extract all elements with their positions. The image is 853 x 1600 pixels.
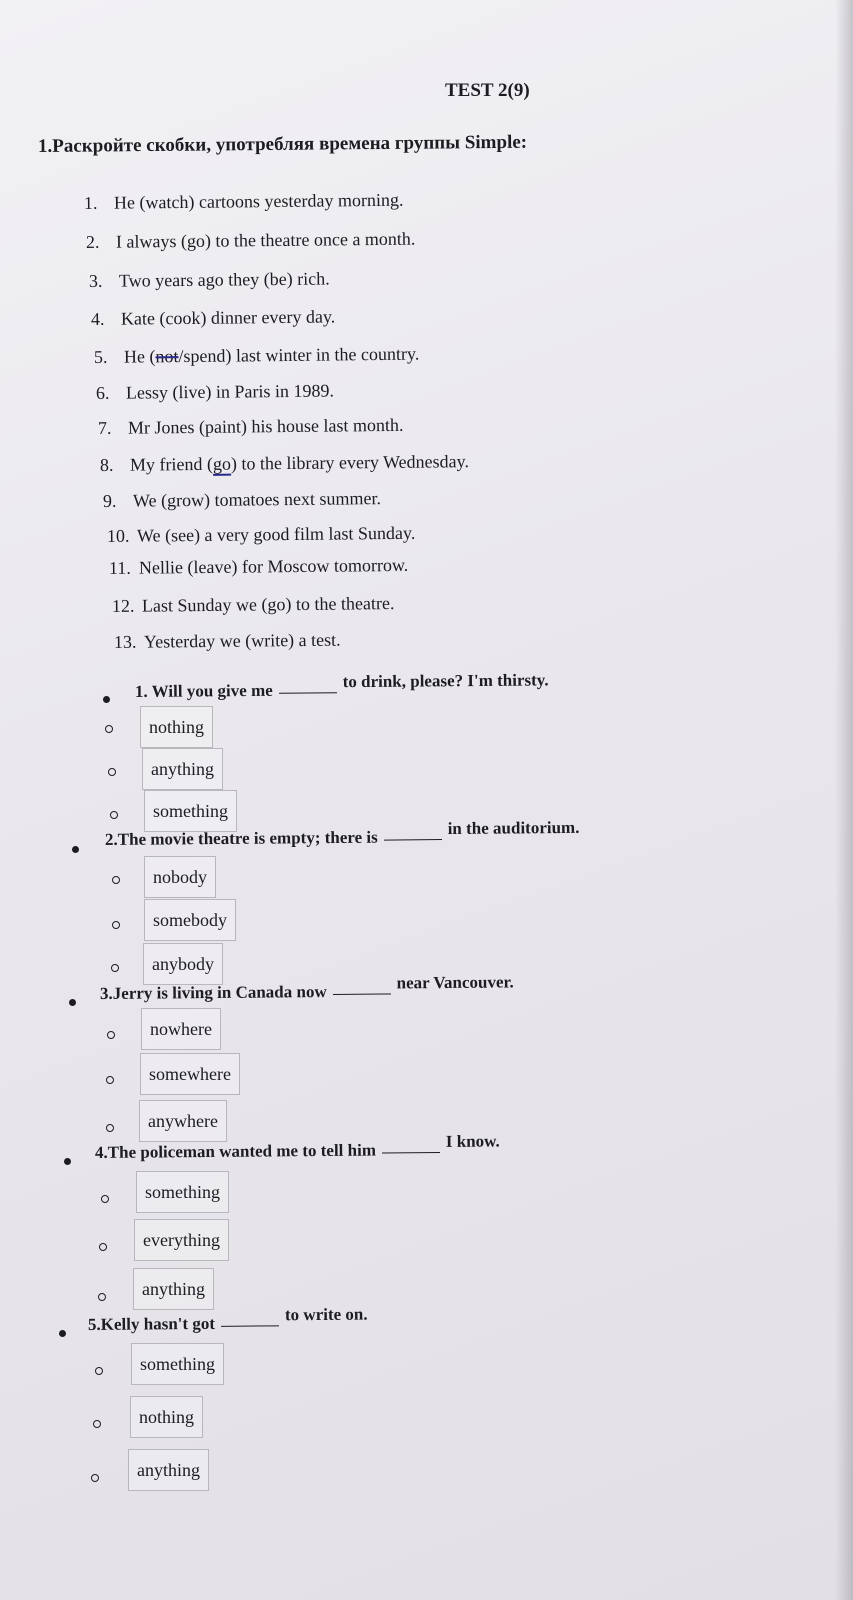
option-box[interactable]: nothing	[130, 1396, 203, 1438]
question-bullet-icon	[69, 999, 76, 1006]
radio-circle-icon[interactable]	[107, 1031, 115, 1039]
radio-circle-icon[interactable]	[95, 1367, 103, 1375]
answer-blank	[384, 839, 442, 841]
test-title: TEST 2(9)	[445, 80, 530, 101]
question-bullet-icon	[103, 696, 110, 703]
task1-item: 4. Kate (cook) dinner every day.	[90, 306, 336, 329]
option-box[interactable]: anybody	[143, 943, 223, 985]
marked-word: go	[212, 453, 232, 474]
answer-blank	[221, 1325, 279, 1327]
radio-circle-icon[interactable]	[93, 1420, 101, 1428]
task1-item: 3. Two years ago they (be) rich.	[88, 268, 330, 291]
radio-circle-icon[interactable]	[108, 768, 116, 776]
radio-circle-icon[interactable]	[111, 964, 119, 972]
task1-item: 11. Nellie (leave) for Moscow tomorrow.	[108, 554, 409, 578]
task1-item: 5. He (not/spend) last winter in the country.	[93, 343, 420, 367]
option-box[interactable]: nowhere	[141, 1008, 221, 1050]
question-4: 4.The policeman wanted me to tell him I know.	[94, 1131, 500, 1162]
option-box[interactable]: nothing	[140, 706, 213, 748]
radio-circle-icon[interactable]	[101, 1195, 109, 1203]
option-box[interactable]: everything	[134, 1219, 229, 1261]
task1-item: 7. Mr Jones (paint) his house last month.	[97, 414, 404, 438]
answer-blank	[279, 692, 337, 694]
question-2: 2.The movie theatre is empty; there is in the auditorium.	[104, 817, 580, 849]
question-bullet-icon	[64, 1158, 71, 1165]
option-box[interactable]: anything	[142, 748, 223, 790]
option-box[interactable]: anywhere	[139, 1100, 227, 1142]
answer-blank	[382, 1152, 440, 1154]
question-bullet-icon	[72, 846, 79, 853]
paper-edge-shadow	[835, 0, 853, 1600]
option-box[interactable]: anything	[133, 1268, 214, 1310]
radio-circle-icon[interactable]	[112, 921, 120, 929]
radio-circle-icon[interactable]	[106, 1124, 114, 1132]
option-box[interactable]: something	[136, 1171, 229, 1213]
option-box[interactable]: anything	[128, 1449, 209, 1491]
radio-circle-icon[interactable]	[99, 1243, 107, 1251]
question-1: 1. Will you give me to drink, please? I'm thirsty.	[134, 670, 549, 701]
option-box[interactable]: something	[131, 1343, 224, 1385]
task1-heading: 1.Раскройте скобки, употребляя времена группы Simple:	[37, 131, 528, 157]
question-3: 3.Jerry is living in Canada now near Vancouver.	[99, 972, 514, 1003]
question-5: 5.Kelly hasn't got to write on.	[87, 1304, 368, 1334]
option-box[interactable]: somewhere	[140, 1053, 240, 1095]
task1-item: 6. Lessy (live) in Paris in 1989.	[95, 380, 335, 403]
task1-item: 13. Yesterday we (write) a test.	[113, 629, 341, 652]
option-box[interactable]: something	[144, 790, 237, 832]
option-box[interactable]: somebody	[144, 899, 236, 941]
task1-item: 12. Last Sunday we (go) to the theatre.	[111, 593, 395, 616]
question-bullet-icon	[59, 1330, 66, 1337]
task1-item: 10. We (see) a very good film last Sunday.	[106, 522, 416, 546]
radio-circle-icon[interactable]	[105, 725, 113, 733]
task1-item: 8. My friend (go) to the library every Wednesday.	[99, 451, 470, 475]
radio-circle-icon[interactable]	[98, 1293, 106, 1301]
struck-word: not	[155, 346, 179, 367]
task1-item: 9. We (grow) tomatoes next summer.	[102, 488, 382, 511]
radio-circle-icon[interactable]	[112, 876, 120, 884]
radio-circle-icon[interactable]	[91, 1474, 99, 1482]
option-box[interactable]: nobody	[144, 856, 216, 898]
radio-circle-icon[interactable]	[110, 811, 118, 819]
answer-blank	[333, 993, 391, 995]
task1-item: 2. I always (go) to the theatre once a month.	[85, 228, 416, 252]
task1-item: 1. He (watch) cartoons yesterday morning.	[83, 189, 404, 213]
radio-circle-icon[interactable]	[106, 1076, 114, 1084]
